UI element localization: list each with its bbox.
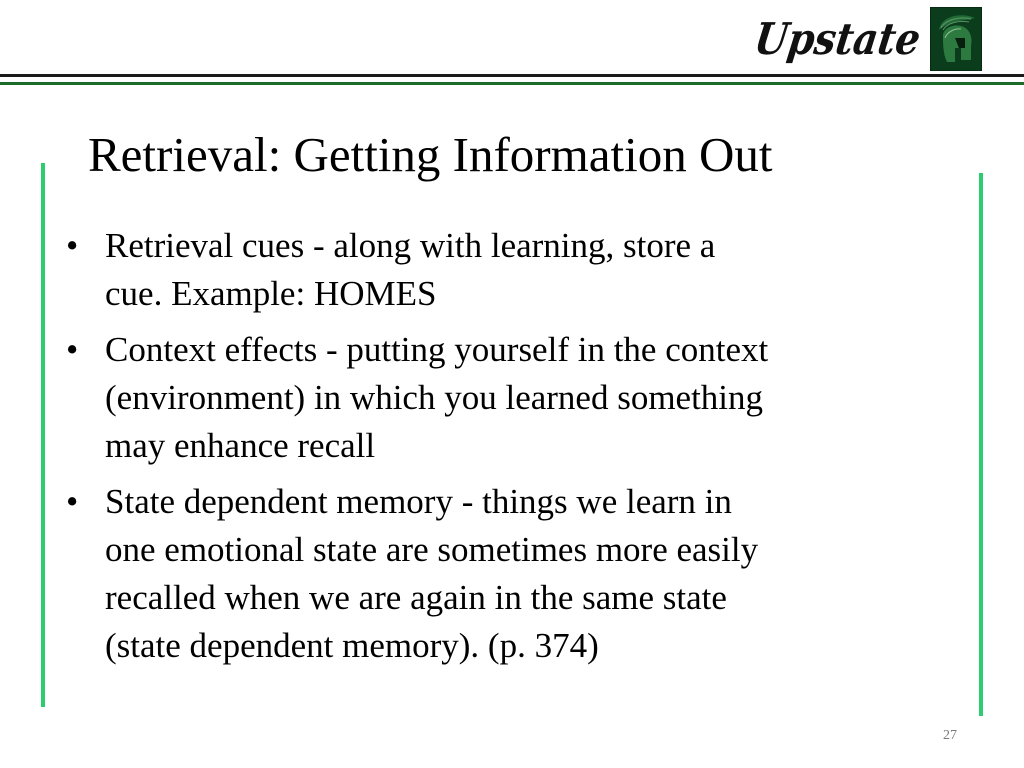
right-accent-bar — [979, 173, 983, 716]
bullet-marker: • — [66, 482, 79, 521]
brand-wordmark: Upstate — [751, 12, 924, 65]
bullet-line: cue. Example: HOMES — [105, 274, 437, 313]
brand-header — [751, 6, 982, 72]
bullet-marker: • — [66, 226, 79, 265]
bullet-state-dependent-memory — [62, 478, 962, 670]
left-accent-bar — [41, 163, 45, 707]
bullet-line: State dependent memory - things we learn in — [105, 482, 732, 521]
bullet-line: one emotional state are sometimes more easily — [105, 530, 759, 569]
header-rule-dark — [0, 74, 1024, 77]
spartan-helmet-icon — [930, 7, 982, 71]
bullet-line: (state dependent memory). (p. 374) — [105, 626, 599, 665]
page-number: 27 — [943, 728, 957, 743]
bullet-line: (environment) in which you learned something — [105, 378, 764, 417]
bullet-retrieval-cues — [62, 222, 962, 318]
header-rule-green — [0, 82, 1024, 85]
bullet-line: Context effects - putting yourself in the context — [105, 330, 769, 369]
bullet-line: Retrieval cues - along with learning, store a — [105, 226, 716, 265]
bullet-line: recalled when we are again in the same state — [105, 578, 727, 617]
bullet-marker: • — [66, 330, 79, 369]
bullet-line: may enhance recall — [105, 426, 376, 465]
bullet-context-effects — [62, 326, 962, 470]
bullet-list — [62, 222, 962, 678]
slide-title: Retrieval: Getting Information Out — [88, 127, 773, 182]
